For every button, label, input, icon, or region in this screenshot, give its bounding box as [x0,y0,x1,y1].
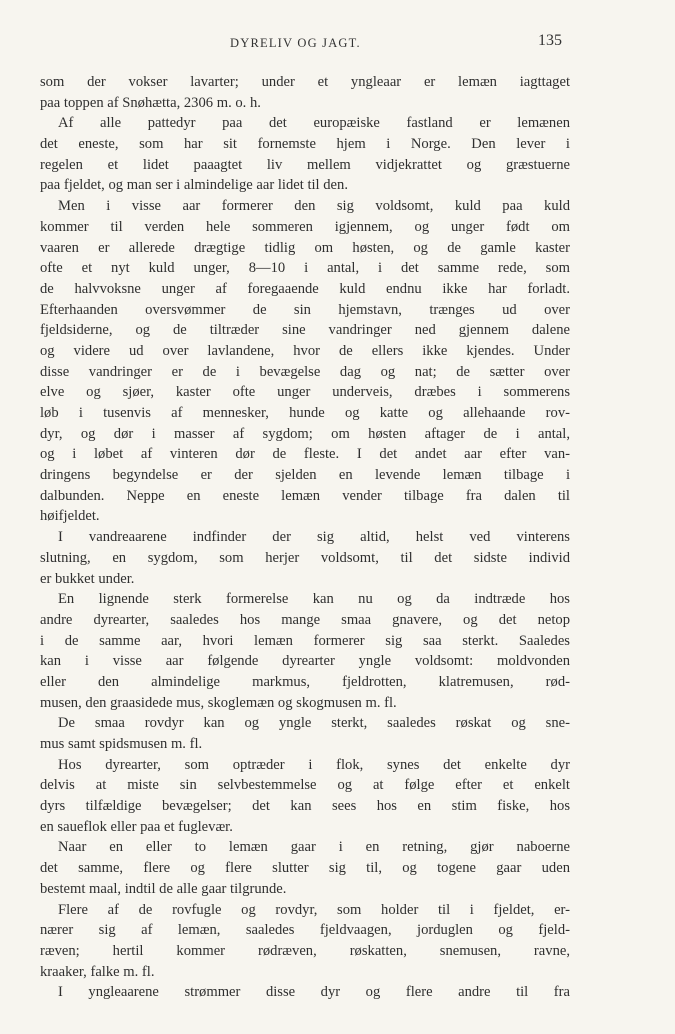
text-line: og videre ud over lavlandene, hvor de ellers ikke kjendes. Under [40,342,570,359]
text-line: fjeldsiderne, og de tiltræder sine vandringer ned gjennem dalene [40,322,570,339]
text-line: dyr, og dør i masser af sygdom; om høsten aftager de i antal, [40,425,570,442]
text-line: er bukket under. [40,570,135,587]
text-line: det eneste, som har sit fornemste hjem i Norge. Den lever i [40,136,570,153]
text-line: De smaa rovdyr kan og yngle sterkt, saaledes røskat og sne- [58,715,570,732]
text-line: musen, den graasidede mus, skoglemæn og skogmusen m. fl. [40,694,397,711]
text-line: Af alle pattedyr paa det europæiske fastland er lemænen [58,115,570,132]
text-line: dringens begyndelse er der sjelden en levende lemæn tilbage i [40,467,570,484]
text-line: høifjeldet. [40,508,100,525]
text-line: vaaren er allerede drægtige tidlig om høsten, og de gamle kaster [40,239,570,256]
text-line: de halvvoksne unger af foregaaende kuld endnu ikke har forladt. [40,280,570,297]
text-line: regelen et lidet paaagtet liv mellem vidjekrattet og græstuerne [40,156,570,173]
text-line: som der vokser lavarter; under et yngleaar er lemæn iagttaget [40,74,570,90]
text-line: Efterhaanden oversvømmer de sin hjemstavn, trænges ud over [40,301,570,318]
text-line: Men i visse aar formerer den sig voldsomt, kuld paa kuld [58,198,570,215]
text-line: disse vandringer er de i bevægelse dag og nat; de sætter over [40,363,570,380]
text-line: mus samt spidsmusen m. fl. [40,736,203,752]
text-line: nærer sig af lemæn, saaledes fjeldvaagen, jorduglen og fjeld- [40,922,570,939]
page-number: 135 [538,32,562,49]
text-line: ofte et nyt kuld unger, 8—10 i antal, i det samme rede, som [40,260,570,277]
text-line: det samme, flere og flere slutter sig til, og togene gaar uden [40,860,570,877]
text-line: Flere af de rovfugle og rovdyr, som holder til i fjeldet, er- [58,901,570,918]
text-line: elve og sjøer, kaster ofte unger underveis, dræbes i sommerens [40,384,570,401]
text-line: I yngleaarene strømmer disse dyr og flere andre til fra [58,984,570,1001]
text-line: paa fjeldet, og man ser i almindelige aar lidet til den. [40,177,348,194]
text-line: andre dyrearter, saaledes hos mange smaa gnavere, og det netop [40,611,570,628]
text-line: kraaker, falke m. fl. [40,963,155,980]
text-line: slutning, en sygdom, som herjer voldsomt, til det sidste individ [40,549,570,566]
text-line: i de samme aar, hvori lemæn formerer sig saa sterkt. Saaledes [40,632,570,649]
text-line: eller den almindelige markmus, fjeldrotten, klatremusen, rød- [40,673,570,690]
text-line: dalbunden. Neppe en eneste lemæn vender tilbage fra dalen til [40,487,570,504]
text-line: dyrs tilfældige bevægelser; det kan sees hos en stim fiske, hos [40,798,570,815]
text-line: Naar en eller to lemæn gaar i en retning, gjør naboerne [58,839,570,856]
text-line: ræven; hertil kommer rødræven, røskatten, snemusen, ravne, [40,942,570,959]
text-line: kommer til verden hele sommeren igjennem, og unger født om [40,218,570,235]
text-line: kan i visse aar følgende dyrearter yngle voldsomt: moldvonden [40,653,570,670]
text-line: løb i tusenvis af mennesker, hunde og katte og allehaande rov- [40,405,570,421]
text-line: En lignende sterk formerelse kan nu og da indtræde hos [58,591,570,608]
text-line: og i løbet af vinteren dør de fleste. I det andet aar efter van- [40,446,570,463]
text-line: delvis at miste sin selvbestemmelse og at følge efter et enkelt [40,777,570,794]
running-head [0,30,675,54]
running-title: DYRELIV OG JAGT. [230,36,361,50]
text-line: paa toppen af Snøhætta, 2306 m. o. h. [40,94,261,111]
text-line: Hos dyrearter, som optræder i flok, synes det enkelte dyr [58,756,570,773]
text-line: I vandreaarene indfinder der sig altid, helst ved vinterens [58,529,570,546]
body-text [40,72,570,1003]
text-line: bestemt maal, indtil de alle gaar tilgrunde. [40,880,287,897]
text-line: en saueflok eller paa et fuglevær. [40,818,233,835]
